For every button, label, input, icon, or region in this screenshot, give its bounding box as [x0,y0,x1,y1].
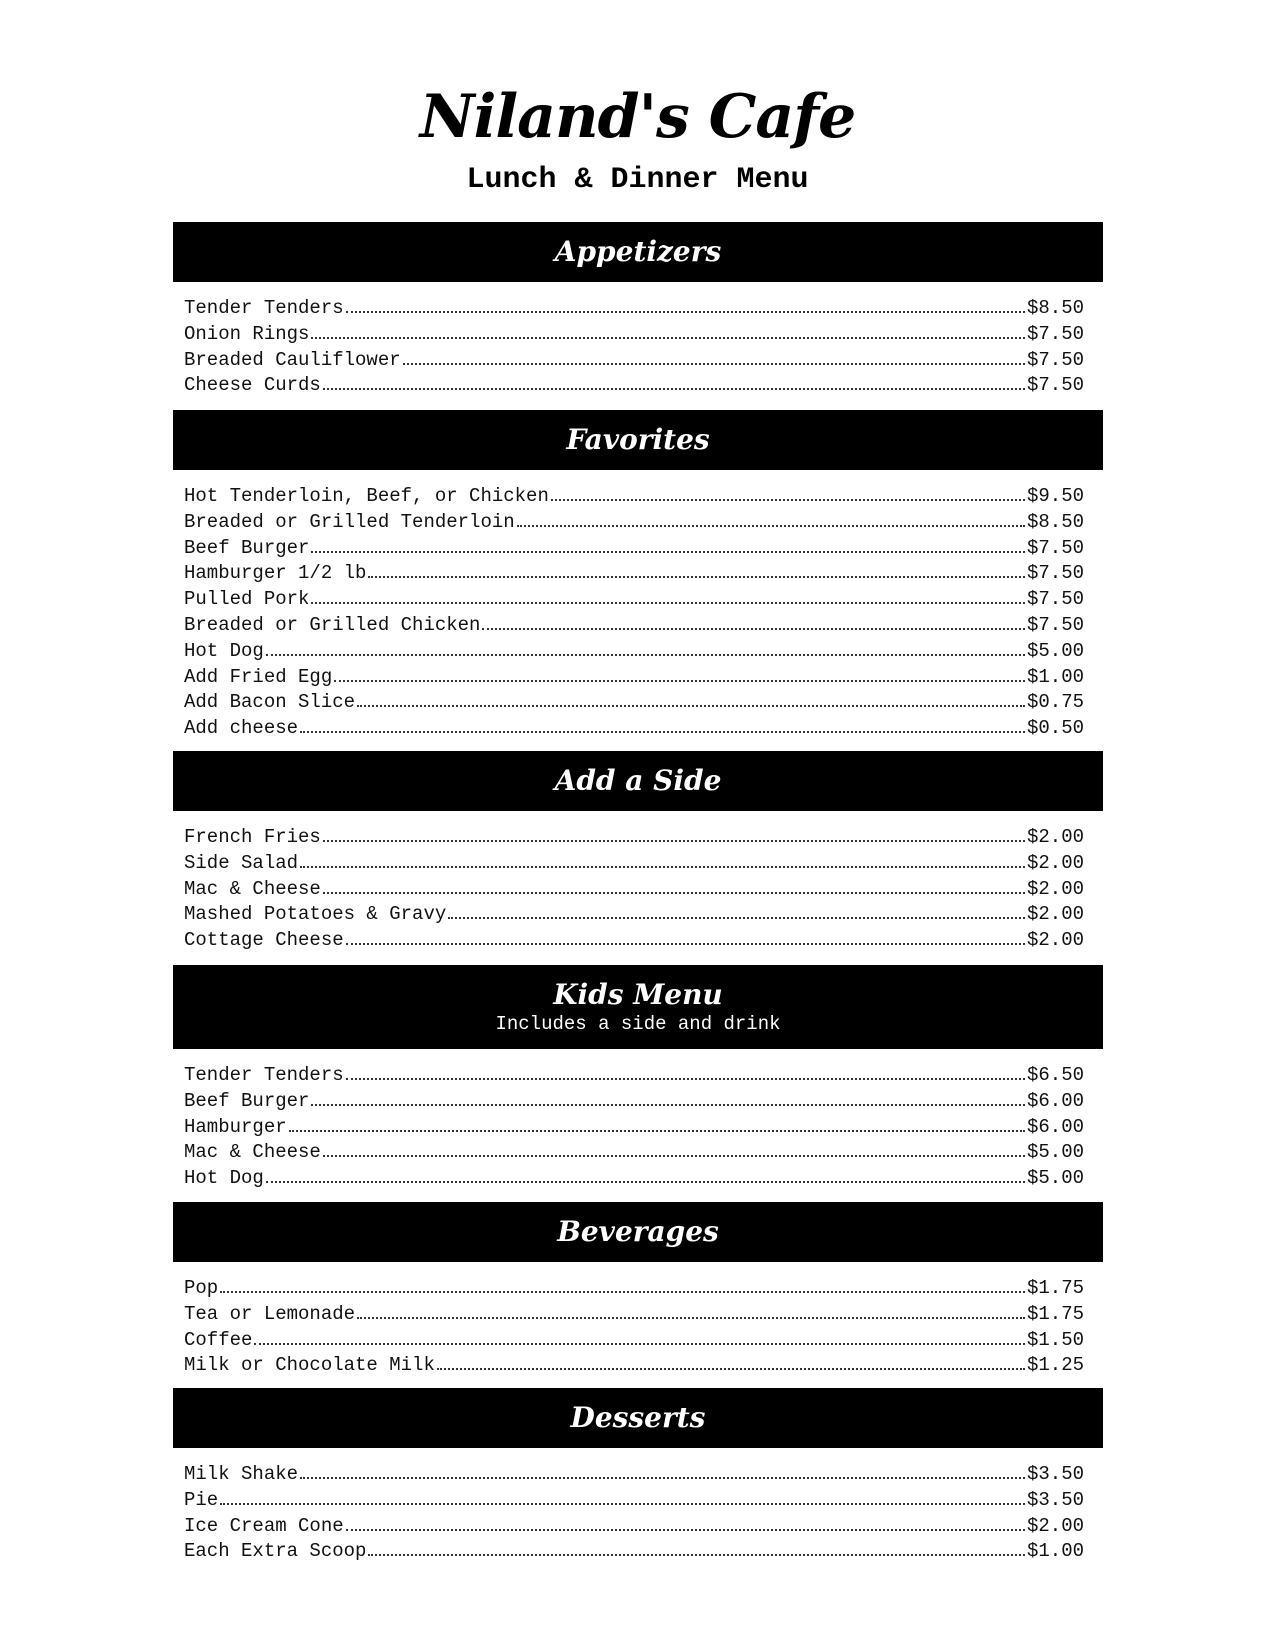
menu-item [184,1539,1084,1565]
menu-item [184,877,1084,903]
item-price: $5.00 [1026,639,1084,662]
item-price: $3.50 [1026,1463,1084,1485]
menu-item [184,510,1084,536]
section-header-bar [173,751,1103,811]
item-price: $1.75 [1026,1277,1084,1299]
menu-item [184,1302,1084,1328]
section-kids-menu [173,965,1103,1192]
item-price: $1.50 [1026,1328,1084,1351]
dot-leader [346,1529,1025,1531]
menu-item [184,716,1084,742]
item-name: Add cheese [184,717,299,740]
section-appetizers [173,222,1103,399]
dot-leader [437,1368,1025,1370]
dot-leader [323,388,1025,390]
dot-leader [551,499,1025,501]
item-name: Hot Tenderloin, Beef, or Chicken [184,485,549,507]
item-price: $2.00 [1026,929,1084,952]
item-price: $2.00 [1026,826,1084,848]
section-header-bar [173,222,1103,282]
dot-leader [334,680,1025,682]
dot-leader [300,731,1025,733]
menu-item [184,613,1084,639]
menu-item [184,373,1084,399]
section-title: Beverages [557,1215,719,1248]
dot-leader [311,1104,1025,1106]
item-name: Hot Dog [184,639,264,662]
item-name: Beef Burger [184,1089,310,1112]
item-price: $1.75 [1026,1302,1084,1325]
section-favorites [173,410,1103,742]
item-price: $9.50 [1026,485,1084,507]
item-name: Add Bacon Slice [184,691,356,714]
menu-item [184,587,1084,613]
menu-item [184,1462,1084,1488]
dot-leader [346,943,1025,945]
menu-item [184,1514,1084,1540]
menu-item [184,690,1084,716]
item-price: $8.50 [1026,297,1084,319]
item-name: Milk Shake [184,1463,299,1485]
dot-leader [300,1477,1025,1479]
section-title: Appetizers [554,235,722,268]
item-name: Beef Burger [184,536,310,559]
item-name: Pie [184,1488,219,1511]
section-title: Desserts [570,1401,706,1434]
menu-item [184,348,1084,374]
item-name: Onion Rings [184,322,310,345]
dot-leader [517,525,1025,527]
dot-leader [254,1343,1025,1345]
dot-leader [368,576,1025,578]
item-name: Mac & Cheese [184,1141,321,1164]
item-price: $6.50 [1026,1064,1084,1086]
dot-leader [368,1554,1025,1556]
item-name: French Fries [184,826,321,848]
menu-item [184,1063,1084,1089]
dot-leader [403,363,1025,365]
item-name: Mashed Potatoes & Gravy [184,903,447,926]
section-add-a-side [173,751,1103,954]
menu-item [184,1353,1084,1379]
menu-item [184,1488,1084,1514]
item-list [184,484,1084,742]
section-desserts [173,1388,1103,1565]
dot-leader [266,654,1025,656]
menu-item [184,1089,1084,1115]
item-name: Milk or Chocolate Milk [184,1354,435,1377]
item-name: Side Salad [184,851,299,874]
menu-item [184,296,1084,322]
menu-item [184,851,1084,877]
item-name: Tea or Lemonade [184,1302,356,1325]
section-subtitle: Includes a side and drink [495,1013,781,1035]
menu-item [184,928,1084,954]
section-beverages [173,1202,1103,1379]
item-price: $8.50 [1026,510,1084,533]
item-name: Breaded or Grilled Tenderloin [184,510,515,533]
dot-leader [220,1503,1025,1505]
item-name: Hamburger [184,1115,287,1138]
menu-item [184,322,1084,348]
item-name: Cheese Curds [184,374,321,397]
item-price: $3.50 [1026,1488,1084,1511]
item-list [184,825,1084,954]
item-list [184,1462,1084,1565]
menu-item [184,1166,1084,1192]
dot-leader [357,1317,1025,1319]
item-name: Cottage Cheese [184,929,344,952]
cafe-name: Niland's Cafe [419,82,856,152]
item-price: $6.00 [1026,1089,1084,1112]
menu-item [184,825,1084,851]
item-name: Pop [184,1277,219,1299]
dot-leader [323,1155,1025,1157]
item-name: Breaded Cauliflower [184,348,401,371]
menu-item [184,902,1084,928]
dot-leader [346,1078,1025,1080]
item-name: Ice Cream Cone [184,1514,344,1537]
item-name: Tender Tenders [184,297,344,319]
item-price: $7.50 [1026,322,1084,345]
dot-leader [448,917,1025,919]
item-price: $7.50 [1026,536,1084,559]
menu-item [184,1328,1084,1354]
section-title: Kids Menu [553,978,723,1011]
dot-leader [266,1181,1025,1183]
dot-leader [300,866,1025,868]
item-price: $5.00 [1026,1141,1084,1164]
item-name: Each Extra Scoop [184,1540,367,1563]
dot-leader [311,551,1025,553]
item-price: $2.00 [1026,903,1084,926]
item-name: Pulled Pork [184,588,310,611]
menu-item [184,536,1084,562]
item-price: $6.00 [1026,1115,1084,1138]
dot-leader [289,1130,1025,1132]
item-name: Tender Tenders [184,1064,344,1086]
item-price: $7.50 [1026,613,1084,636]
item-price: $5.00 [1026,1167,1084,1190]
item-name: Hot Dog [184,1167,264,1190]
item-price: $2.00 [1026,851,1084,874]
dot-leader [311,602,1025,604]
dot-leader [220,1291,1025,1293]
item-price: $2.00 [1026,1514,1084,1537]
section-header-bar [173,1202,1103,1262]
menu-item [184,665,1084,691]
item-price: $7.50 [1026,374,1084,397]
item-name: Breaded or Grilled Chicken [184,613,481,636]
item-price: $0.75 [1026,691,1084,714]
item-list [184,1063,1084,1192]
menu-item [184,1276,1084,1302]
dot-leader [323,840,1025,842]
dot-leader [357,705,1025,707]
item-price: $1.25 [1026,1354,1084,1377]
item-price: $1.00 [1026,665,1084,688]
dot-leader [323,892,1025,894]
menu-item [184,1140,1084,1166]
item-price: $1.00 [1026,1540,1084,1563]
menu-subtitle: Lunch & Dinner Menu [466,163,809,197]
item-list [184,1276,1084,1379]
dot-leader [346,311,1025,313]
item-price: $7.50 [1026,562,1084,585]
item-name: Mac & Cheese [184,877,321,900]
item-price: $0.50 [1026,717,1084,740]
section-title: Favorites [566,423,710,456]
menu-item [184,561,1084,587]
item-list [184,296,1084,399]
dot-leader [482,628,1025,630]
item-name: Hamburger 1/2 lb [184,562,367,585]
section-header-bar [173,1388,1103,1448]
menu-item [184,639,1084,665]
item-price: $2.00 [1026,877,1084,900]
section-header-bar [173,965,1103,1049]
item-price: $7.50 [1026,348,1084,371]
dot-leader [311,337,1025,339]
menu-item [184,484,1084,510]
section-header-bar [173,410,1103,470]
item-name: Coffee [184,1328,253,1351]
item-name: Add Fried Egg [184,665,333,688]
item-price: $7.50 [1026,588,1084,611]
menu-item [184,1115,1084,1141]
section-title: Add a Side [554,764,722,797]
